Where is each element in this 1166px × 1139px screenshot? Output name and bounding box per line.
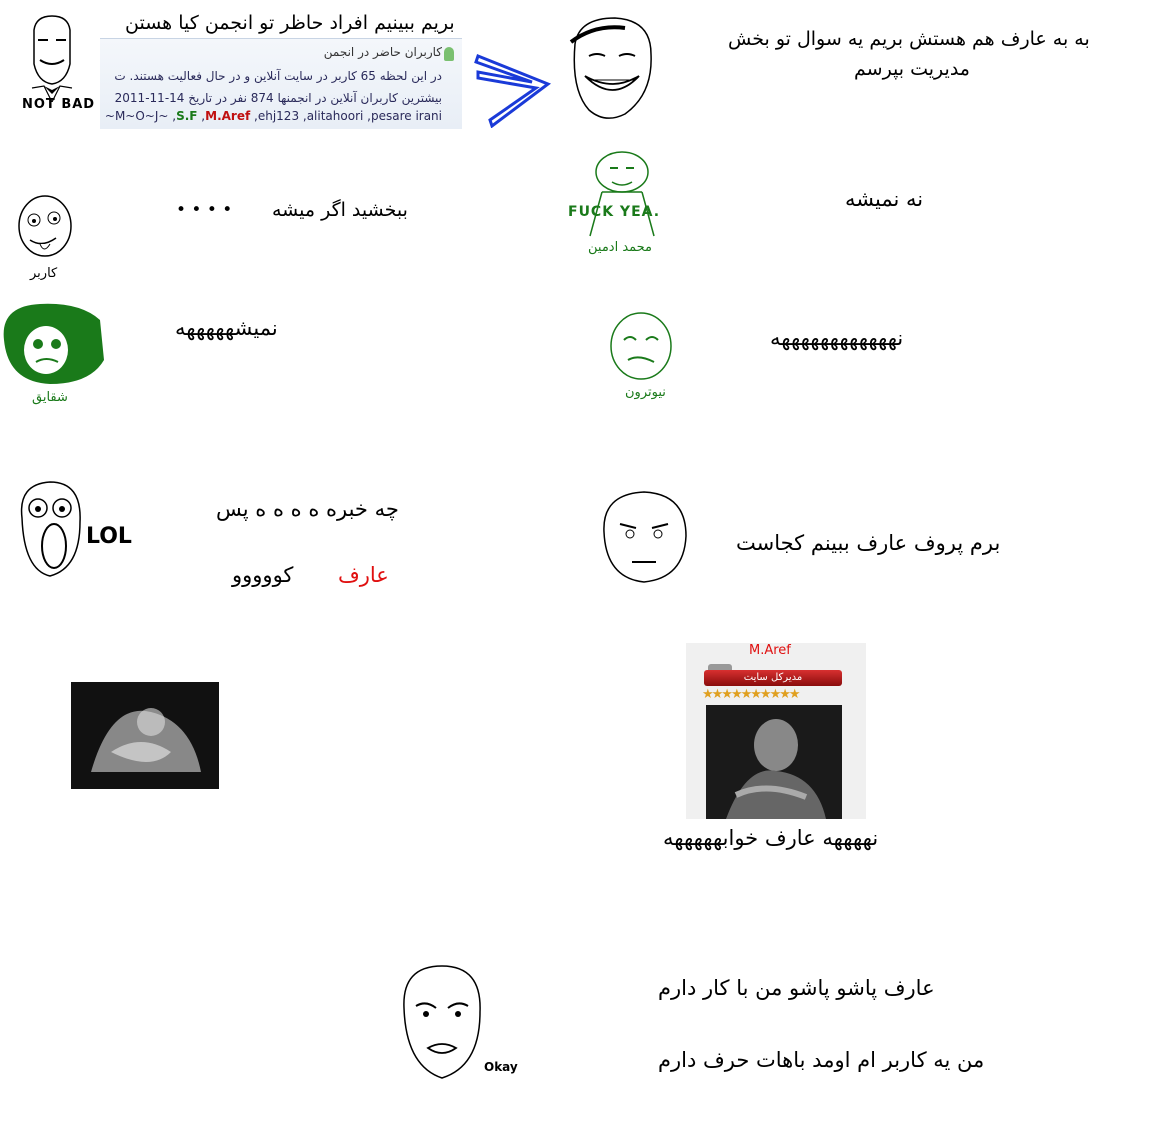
profile-rank-badge: مدیرکل سایت	[704, 670, 842, 686]
user-online-icon	[444, 47, 454, 61]
shaghayegh-text: نمیشهههههه	[175, 316, 278, 340]
panel-line1: در این لحظه 65 کاربر در سایت آنلاین و در حال فعالیت هستند. ت	[114, 69, 442, 83]
panel-line2: بیشترین کاربران آنلاین در انجمنها 874 نفر در تاریخ 14-11-2011	[114, 91, 442, 105]
user-caption: کاربر	[30, 266, 58, 281]
okay-label: Okay	[484, 1060, 518, 1074]
okay-face-icon	[398, 962, 484, 1082]
bottom-line1: عارف پاشو پاشو من با کار دارم	[658, 976, 935, 1000]
panel-title: کاربران حاضر در انجمن	[323, 45, 442, 59]
neutron-text: نههههههههههههه	[770, 326, 904, 350]
me-gusta-face-icon	[608, 310, 674, 382]
shaghayegh-face-icon	[0, 300, 106, 386]
lol-text2-red: عارف	[338, 563, 389, 587]
lol-face-icon	[14, 478, 86, 580]
bottom-line2: من یه کاربر ام اومد باهات حرف دارم	[658, 1048, 985, 1072]
yao-ming-face-icon	[565, 14, 660, 126]
fuck-yea-face-icon	[572, 150, 668, 242]
header-text: بریم ببینیم افراد حاظر تو انجمن کیا هستن	[125, 12, 455, 34]
derp-face-icon	[12, 192, 78, 262]
sleep-text: نههههه عارف خوابهههههه	[663, 826, 879, 850]
notbad-label: NOT BAD	[22, 97, 96, 112]
lol-label: LOL	[86, 524, 132, 549]
serious-face-icon	[598, 488, 690, 586]
admin-text: نه نمیشه	[845, 187, 924, 211]
panel-users: ~M~O~J~ ,S.F ,M.Aref ,ehj123 ,alitahoori ,pesare irani	[104, 109, 442, 123]
user-dots: • • • •	[176, 200, 233, 220]
panel-user-green: S.F	[176, 109, 198, 123]
panel-users-rest: ,ehj123 ,alitahoori ,pesare irani	[254, 109, 442, 123]
panel-user-red: M.Aref	[205, 109, 251, 123]
profile-text: برم پروف عارف ببینم کجاست	[736, 531, 1001, 555]
blue-arrow-icon	[474, 48, 554, 128]
lol-text1: چه خبره ه ه ه ه پس	[216, 497, 399, 521]
admin-caption: محمد ادمین	[588, 240, 653, 255]
rating-stars-icon: ★★★★★★★★★★	[702, 687, 799, 702]
fuck-yea-label: FUCK YEA.	[568, 204, 661, 220]
shaghayegh-caption: شقایق	[32, 390, 68, 405]
top-right-line1: به به عارف هم هستش بریم یه سوال تو بخش	[728, 28, 1090, 50]
profile-avatar	[706, 705, 842, 819]
panel-users-prefix: ~M~O~J~ ,	[104, 109, 177, 123]
neutron-caption: نیوترون	[625, 385, 666, 400]
profile-name: M.Aref	[749, 643, 791, 658]
lol-text2-black: کووووو	[232, 563, 294, 587]
sleeping-photo	[71, 682, 219, 789]
notbad-face-icon	[22, 12, 82, 102]
user-text: ببخشید اگر میشه	[272, 199, 408, 221]
online-users-panel	[100, 38, 462, 129]
top-right-line2: مدیریت بپرسم	[854, 58, 970, 80]
